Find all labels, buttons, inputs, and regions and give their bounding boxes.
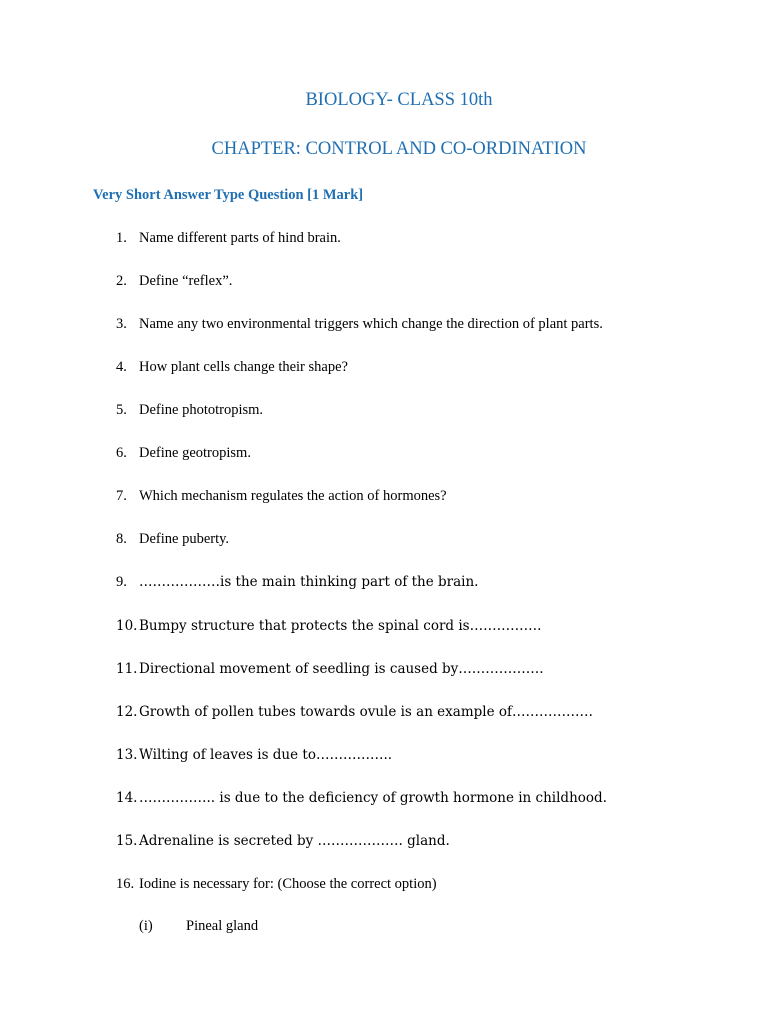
option-number: (i) (139, 918, 153, 934)
question-text: Growth of pollen tubes towards ovule is an example of……………… (139, 704, 594, 720)
question-number: 9. (116, 574, 127, 590)
question-number: 14. (116, 790, 138, 806)
question-text: How plant cells change their shape? (139, 359, 348, 375)
question-number: 11. (116, 661, 138, 677)
question-text: …………….. is due to the deficiency of growth hormone in childhood. (139, 790, 607, 806)
question-number: 1. (116, 230, 127, 246)
question-number: 15. (116, 833, 138, 849)
question-text: ………………is the main thinking part of the brain. (139, 574, 479, 590)
question-number: 4. (116, 359, 127, 375)
question-text: Iodine is necessary for: (Choose the correct option) (139, 876, 437, 892)
question-number: 3. (116, 316, 127, 332)
question-text: Define geotropism. (139, 445, 251, 461)
question-number: 2. (116, 273, 127, 289)
question-text: Name different parts of hind brain. (139, 230, 341, 246)
question-text: Name any two environmental triggers which change the direction of plant parts. (139, 316, 603, 332)
question-text: Adrenaline is secreted by ………………. gland. (139, 833, 450, 849)
option-text: Pineal gland (186, 918, 259, 934)
chapter-title: CHAPTER: CONTROL AND CO-ORDINATION (211, 139, 587, 159)
question-text: Directional movement of seedling is caused by………………. (139, 661, 544, 677)
question-number: 6. (116, 445, 127, 461)
question-number: 13. (116, 747, 138, 763)
question-number: 5. (116, 402, 127, 418)
question-text: Define puberty. (139, 531, 230, 547)
section-heading: Very Short Answer Type Question [1 Mark] (93, 187, 364, 203)
document-title: BIOLOGY- CLASS 10th (305, 90, 493, 110)
question-number: 7. (116, 488, 127, 504)
question-text: Wilting of leaves is due to…………….. (139, 747, 393, 763)
question-text: Define “reflex”. (139, 273, 233, 289)
question-text: Which mechanism regulates the action of hormones? (139, 488, 447, 504)
question-number: 16. (116, 876, 135, 892)
question-text: Bumpy structure that protects the spinal cord is……………. (139, 618, 542, 634)
question-number: 12. (116, 704, 138, 720)
question-number: 8. (116, 531, 127, 547)
question-number: 10. (116, 618, 138, 634)
question-text: Define phototropism. (139, 402, 264, 418)
